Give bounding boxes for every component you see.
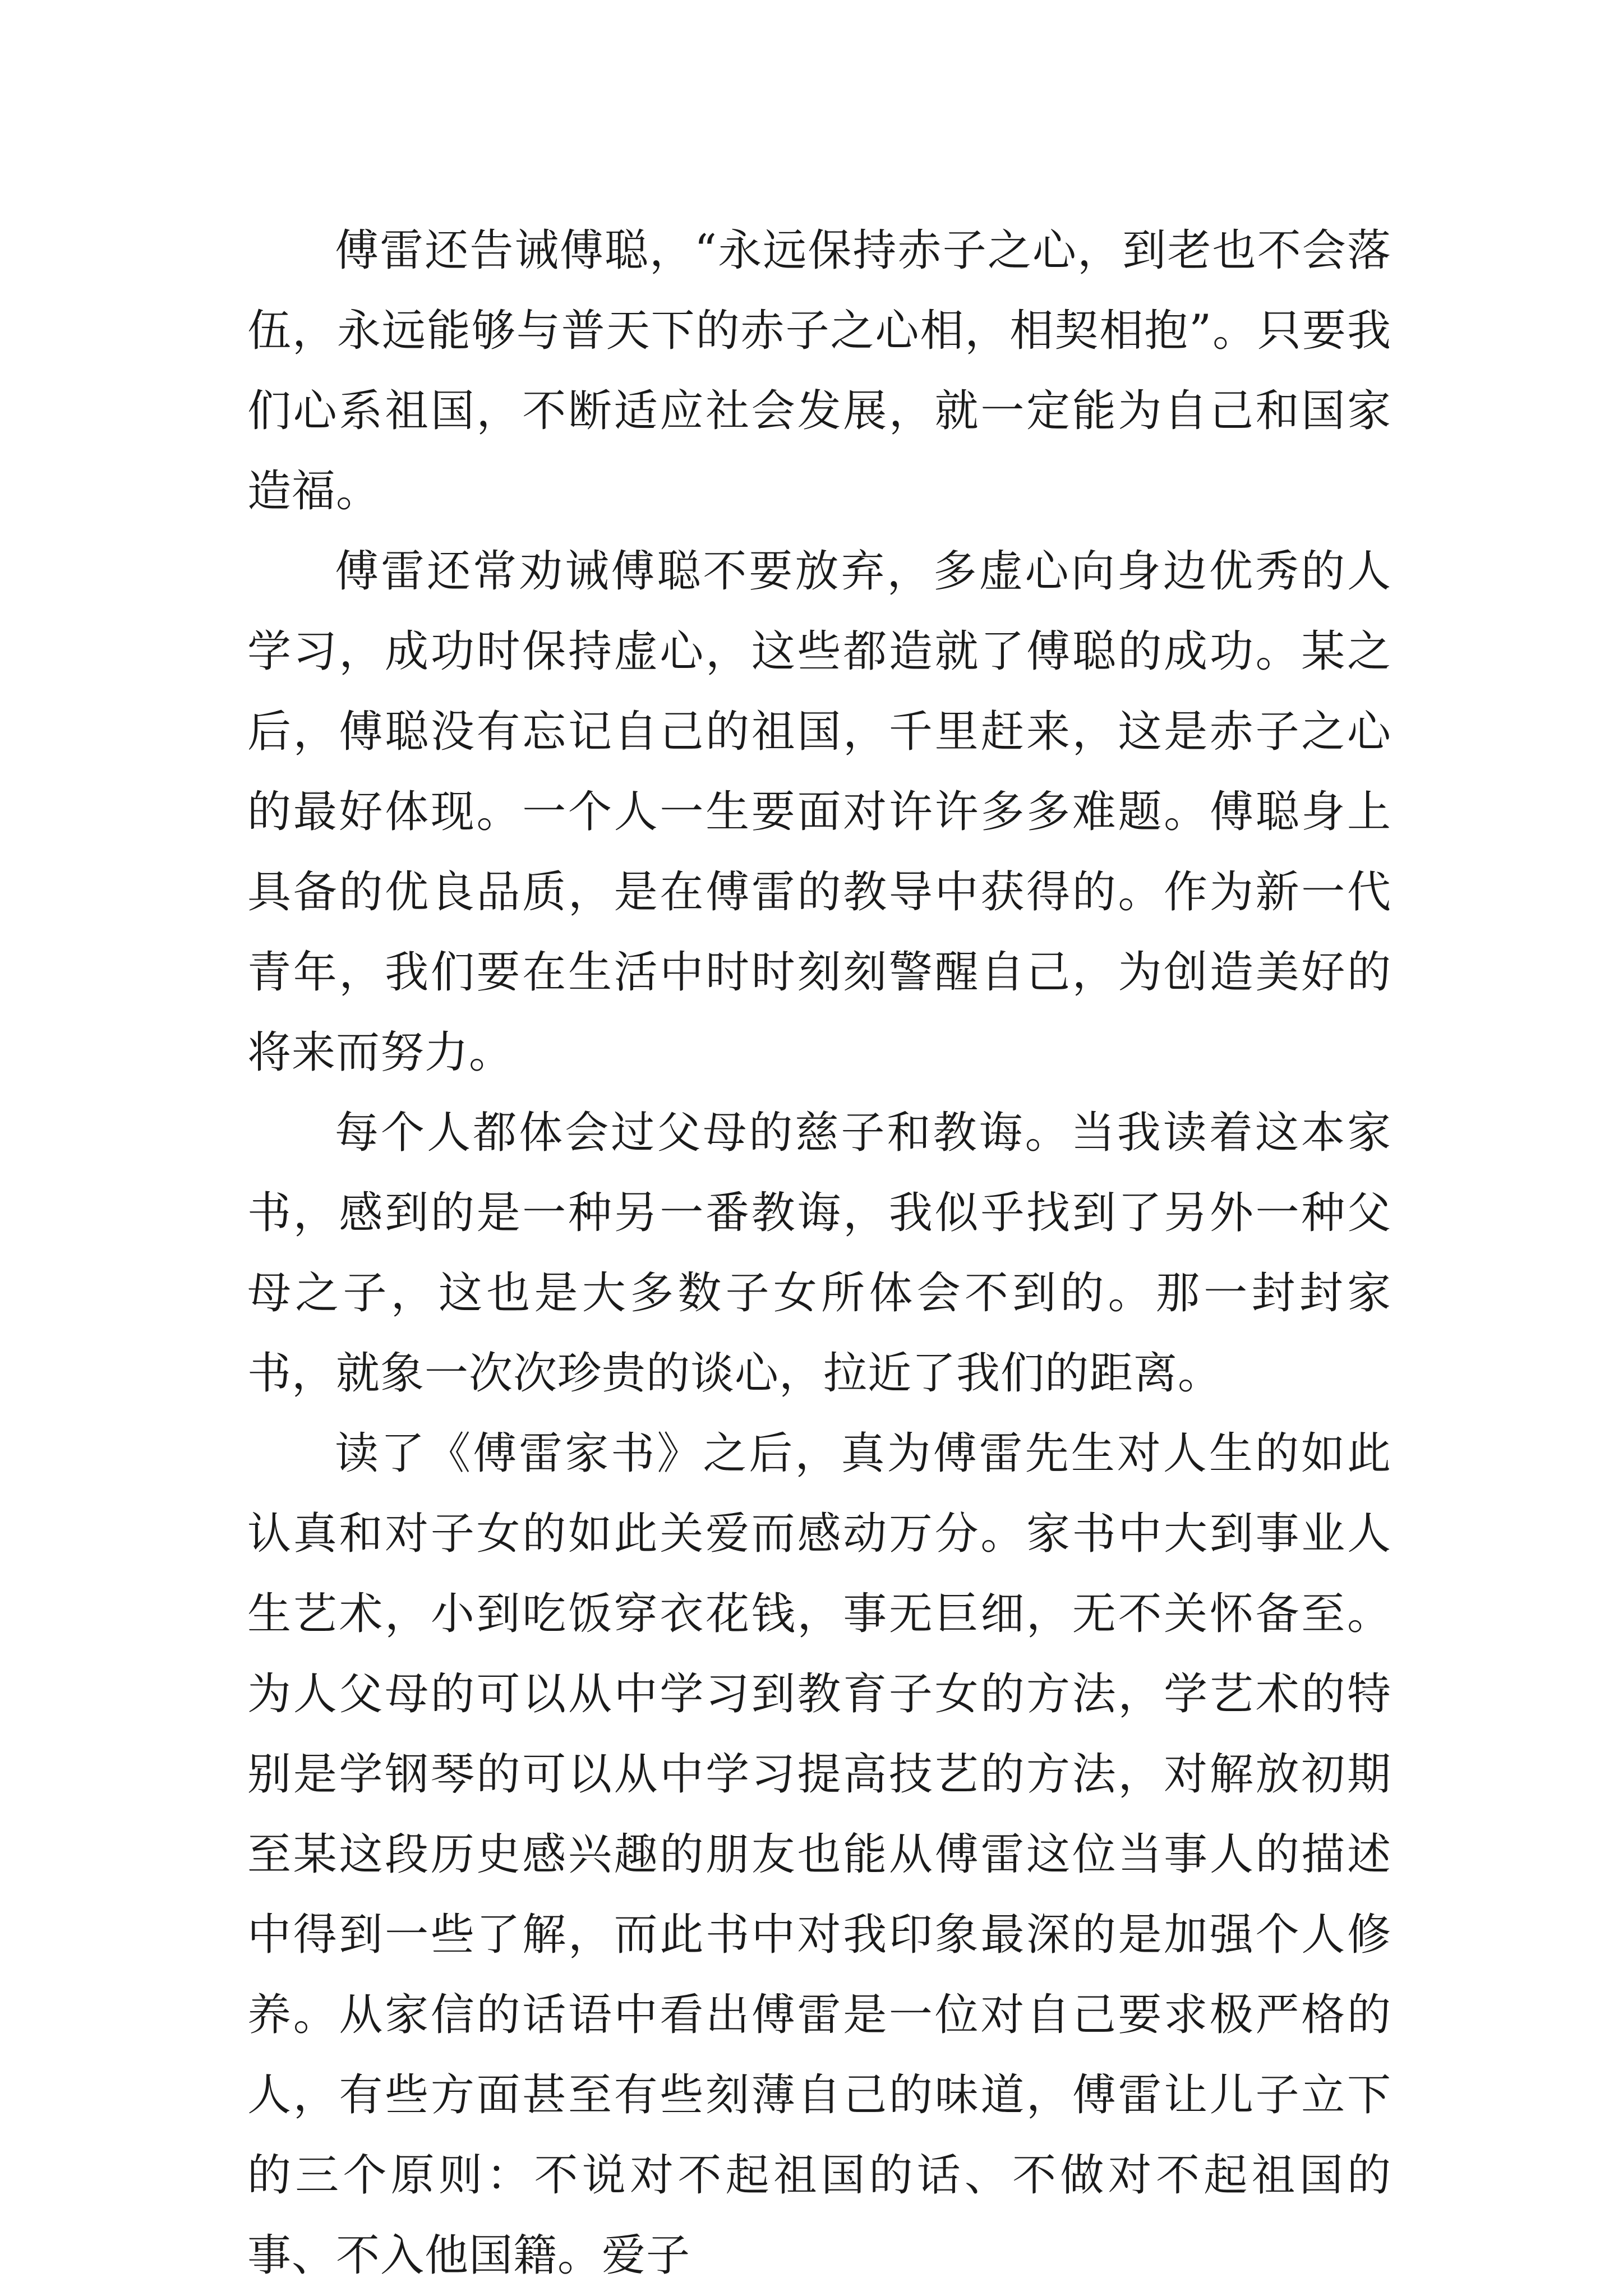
- document-body: [247, 211, 1391, 2296]
- paragraph-4: 读了《傅雷家书》之后，真为傅雷先生对人生的如此认真和对子女的如此关爱而感动万分。家书中大到事业人生艺术，小到吃饭穿衣花钱，事无巨细，无不关怀备至。为人父母的可以从中学习到教育子女的方法，学艺术的特别是学钢琴的可以从中学习提高技艺的方法，对解放初期至某这段历史感兴趣的朋友也能从傅雷这位当事人的描述中得到一些了解，而此书中对我印象最深的是加强个人修养。从家信的话语中看出傅雷是一位对自己要求极严格的人，有些方面甚至有些刻薄自己的味道，傅雷让儿子立下的三个原则：不说对不起祖国的话、不做对不起祖国的事、不入他国籍。爱子: [247, 1428, 1391, 2281]
- paragraph-1: 傅雷还告诫傅聪，“永远保持赤子之心，到老也不会落伍，永远能够与普天下的赤子之心相，相契相抱”。只要我们心系祖国，不断适应社会发展，就一定能为自己和国家造福。: [247, 225, 1391, 517]
- paragraph-2: 傅雷还常劝诫傅聪不要放弃，多虚心向身边优秀的人学习，成功时保持虚心，这些都造就了傅聪的成功。某之后，傅聪没有忘记自己的祖国，千里赶来，这是赤子之心的最好体现。一个人一生要面对许许多多难题。傅聪身上具备的优良品质，是在傅雷的教导中获得的。作为新一代青年，我们要在生活中时时刻刻警醒自己，为创造美好的将来而努力。: [247, 546, 1391, 1078]
- paragraph-3: 每个人都体会过父母的慈子和教诲。当我读着这本家书，感到的是一种另一番教诲，我似乎找到了另外一种父母之子，这也是大多数子女所体会不到的。那一封封家书，就象一次次珍贵的谈心，拉近了我们的距离。: [247, 1108, 1391, 1399]
